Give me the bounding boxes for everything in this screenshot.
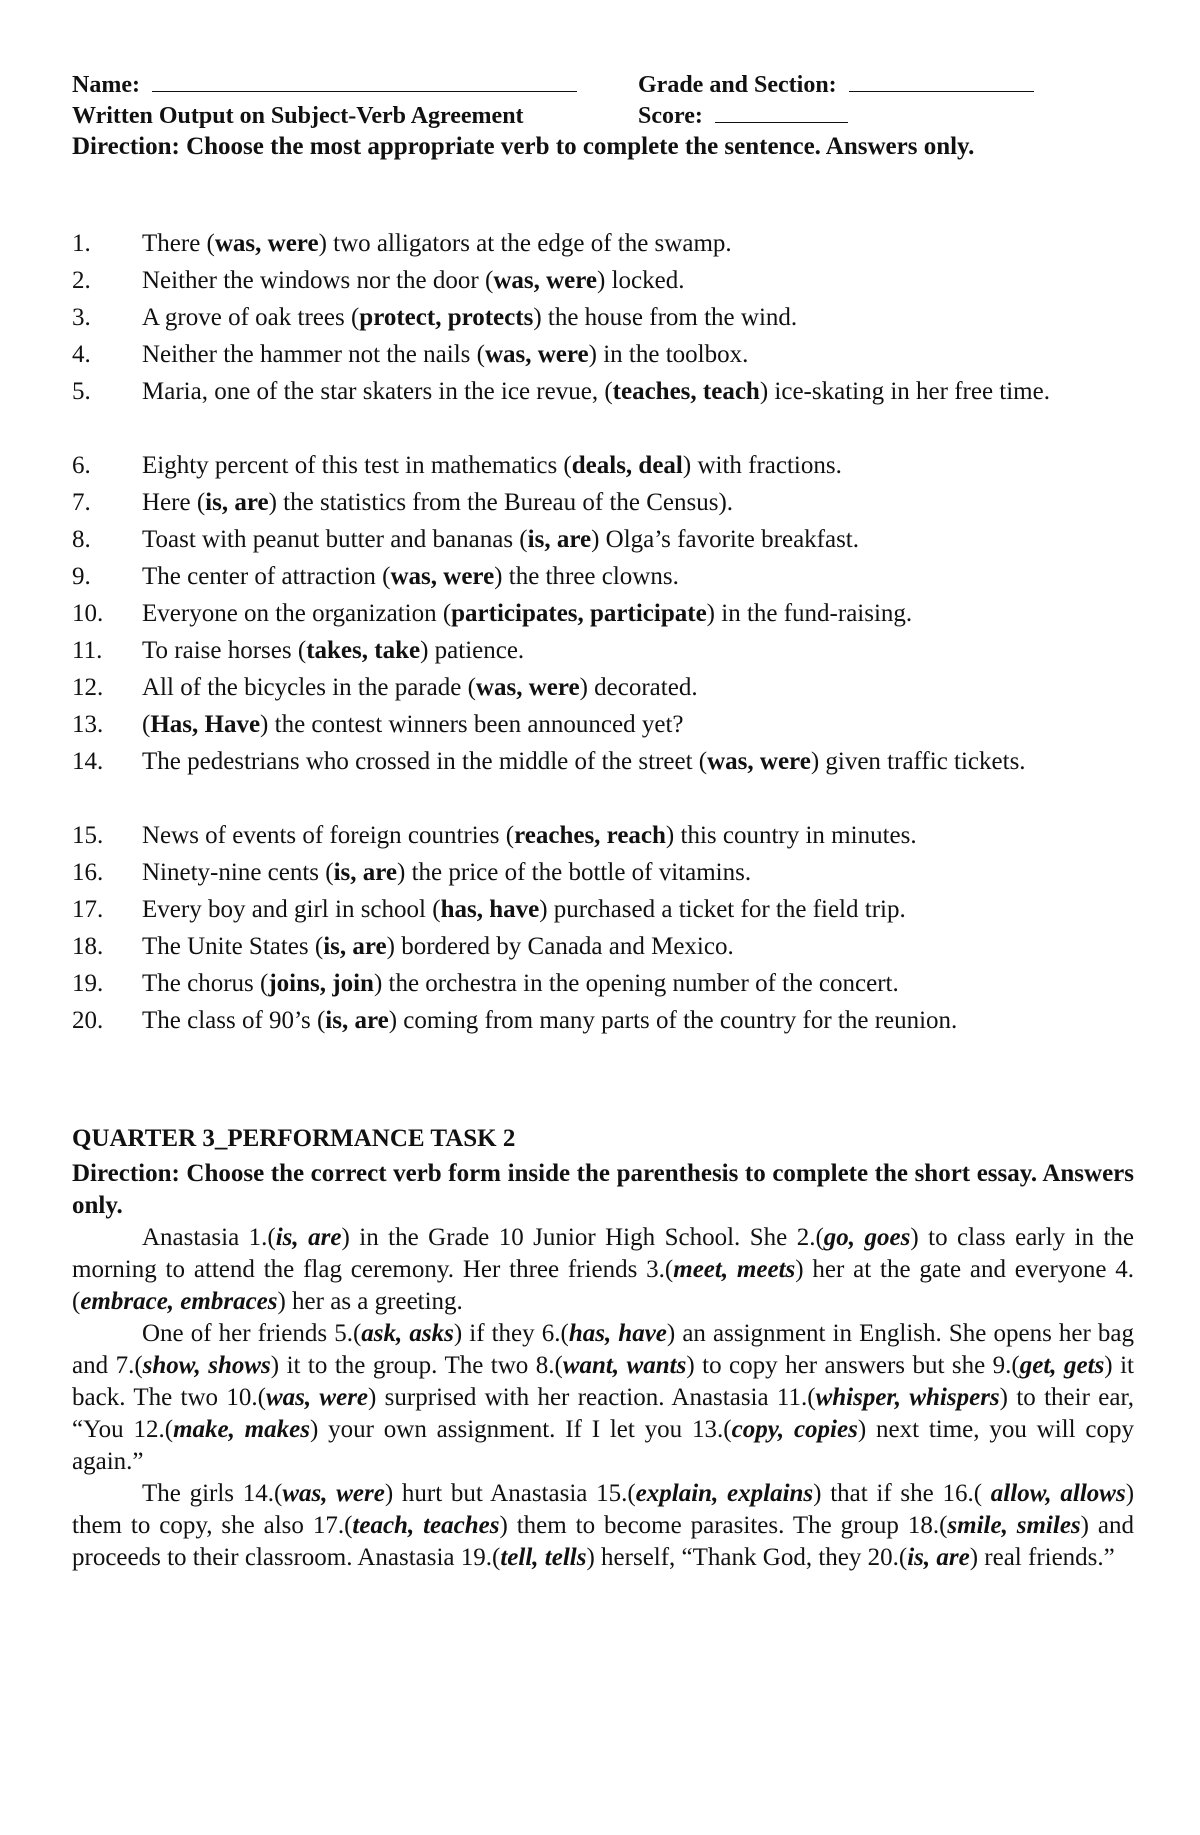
- essay-text: ) it to the group. The two 8.(: [270, 1352, 563, 1379]
- verb-choice[interactable]: protect, protects: [359, 304, 534, 331]
- list-item: [72, 743, 1152, 780]
- header-row-1: [72, 70, 577, 100]
- item-text-pre: Everyone on the organization (: [142, 600, 452, 627]
- verb-choice[interactable]: teaches, teach: [612, 378, 760, 405]
- verb-choice[interactable]: deals, deal: [571, 452, 683, 479]
- item-number: 18.: [72, 933, 104, 960]
- verb-choice[interactable]: is, are: [527, 526, 592, 553]
- item-text: [142, 965, 1152, 1002]
- essay-text: ) to copy her answers but she 9.(: [686, 1352, 1020, 1379]
- essay-text: ) it back. The two 10.(: [72, 1352, 1134, 1411]
- essay-text: ) in the Grade 10 Junior High School. She 2.(: [341, 1224, 824, 1251]
- item-text-pre: All of the bicycles in the parade (: [142, 674, 476, 701]
- list-item: [72, 558, 1152, 595]
- item-number: 15.: [72, 822, 104, 849]
- verb-choice[interactable]: was, were: [475, 674, 580, 701]
- name-label: Name:: [72, 72, 140, 98]
- verb-choice[interactable]: was, were: [484, 341, 589, 368]
- grade-row: [638, 70, 1034, 100]
- list-item: [72, 225, 1152, 262]
- essay-text: One of her friends 5.(: [142, 1320, 362, 1347]
- item-text: [142, 558, 1152, 595]
- item-text-post: ) in the toolbox.: [588, 341, 749, 368]
- list-item: [72, 484, 1152, 521]
- verb-choice[interactable]: reaches, reach: [514, 822, 666, 849]
- essay-text: ) her as a greeting.: [277, 1288, 463, 1315]
- list-item: [72, 669, 1152, 706]
- item-text-pre: Maria, one of the star skaters in the ice revue, (: [142, 378, 613, 405]
- item-text-pre: Every boy and girl in school (: [142, 896, 441, 923]
- essay-text: ) next time, you will copy again.”: [72, 1416, 1134, 1475]
- list-item: [72, 891, 1152, 928]
- direction-1: Direction: Choose the most appropriate verb to complete the sentence. Answers only.: [72, 133, 975, 160]
- item-text: [142, 891, 1152, 928]
- grade-blank[interactable]: [849, 73, 1034, 92]
- item-number: 11.: [72, 637, 103, 664]
- verb-choice[interactable]: was, were: [265, 1384, 369, 1411]
- item-text: [142, 521, 1152, 558]
- score-row: [638, 101, 848, 131]
- item-text-post: ) in the fund-raising.: [706, 600, 913, 627]
- verb-choice[interactable]: joins, join: [268, 970, 374, 997]
- verb-choice[interactable]: is, are: [907, 1544, 970, 1571]
- item-text-post: ) decorated.: [579, 674, 698, 701]
- essay-paragraph: [72, 1222, 1134, 1318]
- verb-choice[interactable]: was, were: [493, 267, 597, 294]
- verb-choice[interactable]: was, were: [390, 563, 495, 590]
- item-text: [142, 299, 1152, 336]
- verb-choice[interactable]: show, shows: [142, 1352, 271, 1379]
- list-item: [72, 262, 1152, 299]
- item-text-pre: Eighty percent of this test in mathematics (: [142, 452, 572, 479]
- item-text-post: ) the three clowns.: [494, 563, 679, 590]
- item-text-pre: Neither the hammer not the nails (: [142, 341, 485, 368]
- verb-choice[interactable]: teach, teaches: [352, 1512, 500, 1539]
- score-label: Score:: [638, 103, 703, 129]
- verb-choice[interactable]: Has, Have: [150, 711, 261, 738]
- verb-choice[interactable]: explain, explains: [635, 1480, 814, 1507]
- list-item: [72, 447, 1152, 484]
- verb-choice[interactable]: participates, participate: [451, 600, 707, 627]
- item-number: 16.: [72, 859, 104, 886]
- item-text-pre: The class of 90’s (: [142, 1007, 326, 1034]
- item-text: [142, 706, 1152, 743]
- item-text-pre: Toast with peanut butter and bananas (: [142, 526, 528, 553]
- item-text-post: ) Olga’s favorite breakfast.: [591, 526, 860, 553]
- item-text-pre: The Unite States (: [142, 933, 324, 960]
- verb-choice[interactable]: want, wants: [562, 1352, 687, 1379]
- item-number: 14.: [72, 748, 104, 775]
- item-text: [142, 928, 1152, 965]
- verb-choice[interactable]: is, are: [323, 933, 387, 960]
- verb-choice[interactable]: tell, tells: [500, 1544, 587, 1571]
- verb-choice[interactable]: takes, take: [306, 637, 421, 664]
- item-text-post: ) given traffic tickets.: [810, 748, 1026, 775]
- item-text-pre: The pedestrians who crossed in the middle of the street (: [142, 748, 708, 775]
- essay-text: ) and proceeds to their classroom. Anastasia 19.(: [72, 1512, 1134, 1571]
- essay-text: ) surprised with her reaction. Anastasia 11.(: [368, 1384, 816, 1411]
- item-text-pre: A grove of oak trees (: [142, 304, 360, 331]
- item-text: [142, 632, 1152, 669]
- name-blank[interactable]: [152, 73, 577, 92]
- verb-choice[interactable]: has, have: [568, 1320, 667, 1347]
- essay-text: ) to their ear, “You 12.(: [72, 1384, 1135, 1443]
- item-number: 12.: [72, 674, 104, 701]
- item-text: [142, 595, 1152, 632]
- item-text-pre: News of events of foreign countries (: [142, 822, 515, 849]
- item-text-pre: (: [142, 711, 151, 738]
- item-text-pre: The center of attraction (: [142, 563, 391, 590]
- verb-choice[interactable]: whisper, whispers: [815, 1384, 1000, 1411]
- item-text: [142, 1002, 1152, 1039]
- item-text: [142, 484, 1152, 521]
- item-text: [142, 817, 1152, 854]
- verb-choice[interactable]: was, were: [214, 230, 319, 257]
- essay-text: ) real friends.”: [969, 1544, 1115, 1571]
- essay-paragraph: [72, 1318, 1134, 1478]
- essay-text: ) your own assignment. If I let you 13.(: [309, 1416, 732, 1443]
- item-text: [142, 854, 1152, 891]
- item-text-post: ) purchased a ticket for the field trip.: [539, 896, 906, 923]
- verb-choice[interactable]: is, are: [275, 1224, 342, 1251]
- essay-text: The girls 14.(: [142, 1480, 283, 1507]
- essay-text: ) herself, “Thank God, they 20.(: [586, 1544, 908, 1571]
- verb-choice[interactable]: ask, asks: [361, 1320, 454, 1347]
- verb-choice[interactable]: was, were: [707, 748, 811, 775]
- item-number: 7.: [72, 489, 91, 516]
- item-number: 3.: [72, 304, 91, 331]
- essay-text: Anastasia 1.(: [142, 1224, 276, 1251]
- list-item: [72, 299, 1152, 336]
- item-number: 5.: [72, 378, 91, 405]
- item-text-post: ) locked.: [597, 267, 685, 294]
- item-number: 19.: [72, 970, 104, 997]
- item-number: 13.: [72, 711, 104, 738]
- essay-text: ) her at the gate and everyone 4.(: [72, 1256, 1134, 1315]
- verb-choice[interactable]: was, were: [282, 1480, 385, 1507]
- item-number: 6.: [72, 452, 91, 479]
- item-number: 9.: [72, 563, 91, 590]
- item-number: 8.: [72, 526, 91, 553]
- item-text-post: ) two alligators at the edge of the swamp.: [318, 230, 732, 257]
- worksheet-title: Written Output on Subject-Verb Agreement: [72, 103, 524, 129]
- verb-choice[interactable]: make, makes: [173, 1416, 310, 1443]
- item-text: [142, 336, 1152, 373]
- list-item: [72, 854, 1152, 891]
- essay-paragraph: [72, 1478, 1134, 1574]
- list-item: [72, 706, 1152, 743]
- verb-choice[interactable]: has, have: [440, 896, 540, 923]
- item-text: [142, 373, 1152, 410]
- verb-choice[interactable]: smile, smiles: [947, 1512, 1081, 1539]
- verb-choice[interactable]: is, are: [325, 1007, 389, 1034]
- verb-choice[interactable]: allow, allows: [990, 1480, 1126, 1507]
- list-item: [72, 928, 1152, 965]
- essay-text: ) hurt but Anastasia 15.(: [384, 1480, 636, 1507]
- score-blank[interactable]: [715, 104, 848, 123]
- list-item: [72, 373, 1152, 410]
- verb-choice[interactable]: is, are: [333, 859, 398, 886]
- item-text: [142, 262, 1152, 299]
- list-item: [72, 632, 1152, 669]
- list-item: [72, 595, 1152, 632]
- essay-text: ) them to become parasites. The group 18.(: [499, 1512, 948, 1539]
- item-text: [142, 669, 1152, 706]
- item-number: 2.: [72, 267, 91, 294]
- list-item: [72, 817, 1152, 854]
- item-text-post: ) the house from the wind.: [533, 304, 798, 331]
- list-item: [72, 1002, 1152, 1039]
- essay-text: ) if they 6.(: [453, 1320, 569, 1347]
- item-text-post: ) with fractions.: [682, 452, 842, 479]
- item-text: [142, 225, 1152, 262]
- item-text-post: ) the orchestra in the opening number of the concert.: [373, 970, 899, 997]
- item-text-post: ) the contest winners been announced yet?: [260, 711, 684, 738]
- item-text-post: ) bordered by Canada and Mexico.: [386, 933, 734, 960]
- task2-title: QUARTER 3_PERFORMANCE TASK 2: [72, 1125, 516, 1152]
- item-text-pre: Neither the windows nor the door (: [142, 267, 494, 294]
- essay-text: ) that if she 16.(: [813, 1480, 991, 1507]
- item-text: [142, 447, 1152, 484]
- item-text-pre: There (: [142, 230, 215, 257]
- item-number: 10.: [72, 600, 104, 627]
- grade-label: Grade and Section:: [638, 72, 837, 98]
- item-text-post: ) the price of the bottle of vitamins.: [397, 859, 752, 886]
- essay: [72, 1222, 1134, 1574]
- item-number: 4.: [72, 341, 91, 368]
- list-item: [72, 965, 1152, 1002]
- item-text-post: ) ice-skating in her free time.: [759, 378, 1050, 405]
- item-text: [142, 743, 1152, 780]
- item-text-post: ) the statistics from the Bureau of the Census).: [268, 489, 734, 516]
- item-text-pre: To raise horses (: [142, 637, 307, 664]
- item-text-post: ) this country in minutes.: [665, 822, 917, 849]
- item-text-pre: Ninety-nine cents (: [142, 859, 334, 886]
- direction-2: Direction: Choose the correct verb form inside the parenthesis to complete the short essay. Answers only.: [72, 1160, 1134, 1219]
- essay-text: ) to class early in the morning to attend the flag ceremony. Her three friends 3.(: [72, 1224, 1134, 1283]
- item-number: 17.: [72, 896, 104, 923]
- verb-choice[interactable]: get, gets: [1019, 1352, 1105, 1379]
- list-item: [72, 521, 1152, 558]
- item-number: 20.: [72, 1007, 104, 1034]
- list-item: [72, 336, 1152, 373]
- item-number: 1.: [72, 230, 91, 257]
- essay-text: ) an assignment in English. She opens her bag and 7.(: [72, 1320, 1135, 1379]
- verb-choice[interactable]: is, are: [205, 489, 269, 516]
- item-text-pre: The chorus (: [142, 970, 269, 997]
- item-text-pre: Here (: [142, 489, 206, 516]
- item-text-post: ) coming from many parts of the country for the reunion.: [388, 1007, 958, 1034]
- verb-choice[interactable]: embrace, embraces: [80, 1288, 278, 1315]
- item-text-post: ) patience.: [420, 637, 525, 664]
- essay-text: ) them to copy, she also 17.(: [72, 1480, 1135, 1539]
- verb-choice[interactable]: meet, meets: [673, 1256, 796, 1283]
- verb-choice[interactable]: go, goes: [823, 1224, 911, 1251]
- verb-choice[interactable]: copy, copies: [731, 1416, 858, 1443]
